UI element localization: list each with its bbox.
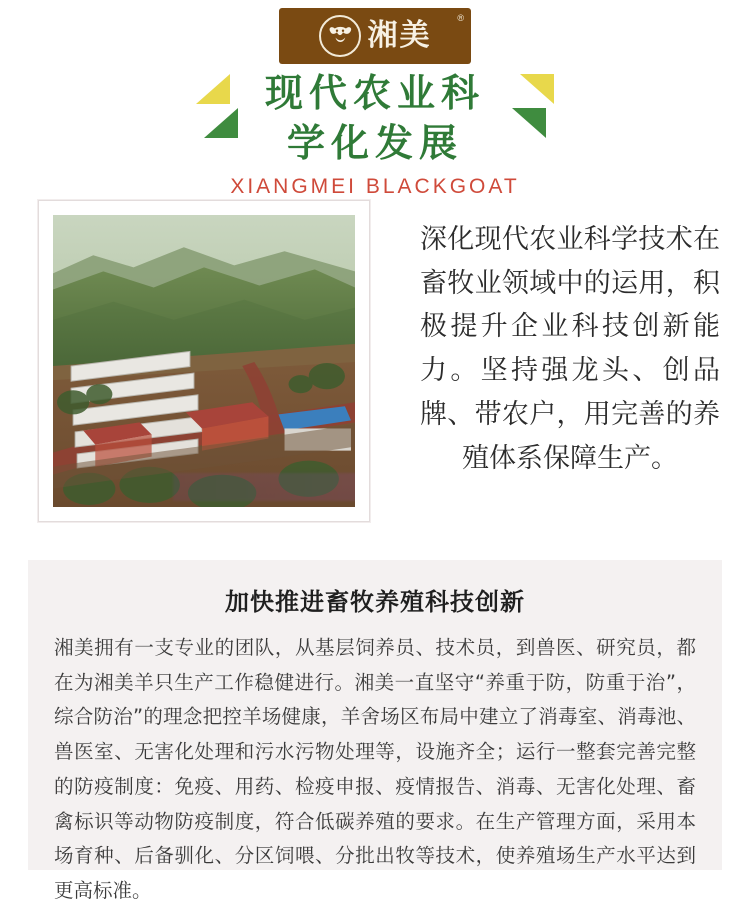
middle-section [0,200,750,530]
info-panel-title: 加快推进畜牧养殖科技创新 [225,588,525,616]
intro-paragraph: 深化现代农业科学技术在畜牧业领域中的运用，积极提升企业科技创新能力。坚持强龙头、创品牌、带农户，用完善的养殖体系保障生产。 [420,224,720,474]
logo-inner [319,15,432,57]
goat-head-icon [319,15,361,57]
farm-photo [53,215,355,507]
headline-subtitle: XIANGMEI BLACKGOAT [230,175,520,199]
farm-photo-frame [38,200,370,522]
headline-line-2: 学化发展 [286,121,463,166]
headline-line-1: 现代农业科 [264,71,485,115]
logo-brand-text: 湘美 [367,18,432,53]
info-panel [28,560,722,902]
info-panel-text: 湘美拥有一支专业的团队，从基层饲养员、技术员，到兽医、研究员，都在为湘美羊只生产工作稳健进行。湘美一直坚守“养重于防，防重于治”，综合防治”的理念把控羊场健康，羊舍场区布局中建立了消毒室、消毒池、兽医室、无害化处理和污水污物处理等，设施齐全；运行一整套完善完整的防疫制度：免疫、用药、检疫申报、疫情报告、消毒、无害化处理、畜禽标识等动物防疫制度，符合低碳养殖的要求。在生产管理方面，采用本场育种、后备驯化、分区饲喂、分批出牧等技术，使养殖场生产水平达到更高标准。 [54,636,696,902]
brand-logo [279,8,471,64]
heading-block [0,68,750,199]
registered-mark: ® [457,13,464,23]
